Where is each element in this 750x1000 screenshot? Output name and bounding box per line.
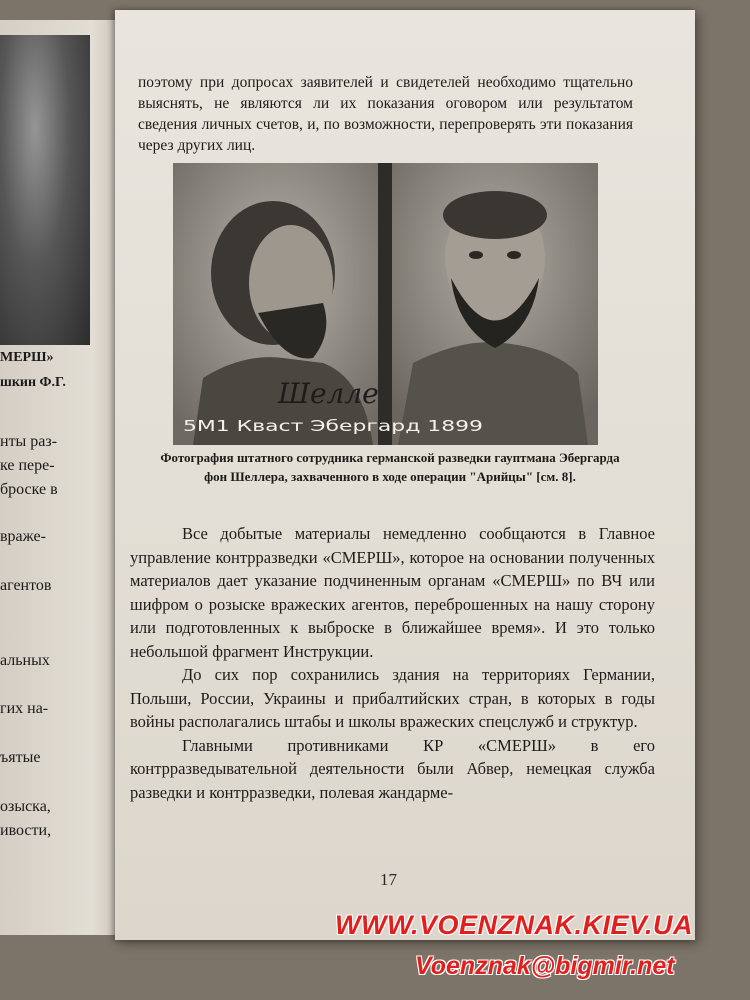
left-text-fragment: нты раз- <box>0 433 58 450</box>
left-text-fragment: альных <box>0 652 50 669</box>
left-text-fragment: озыска, <box>0 798 51 815</box>
top-paragraph: поэтому при допросах заявителей и свидетелей необходимо тщательно выяснять, не являются ли их показания оговором или результатом сведения личных счетов, и, по возможности, перепроверять эти показания через других лиц. <box>138 74 633 154</box>
left-text-fragment: ивости, <box>0 822 52 839</box>
body-paragraph: До сих пор сохранились здания на территориях Германии, Польши, России, Украины и прибалтийских стран, в которых в годы войны располагались штабы и школы вражеских спецслужб и структур. <box>130 665 655 731</box>
left-text-fragment: броске в <box>0 481 58 498</box>
photo-caption: Фотография штатного сотрудника германской разведки гауптмана Эбергарда фон Шеллера, захваченного в ходе операции "Арийцы" [см. 8]. <box>160 450 620 484</box>
book-page <box>115 10 695 940</box>
left-caption-line: МЕРШ» <box>0 350 54 365</box>
watermark-site: WWW.VOENZNAK.KIEV.UA <box>335 910 693 940</box>
left-text-fragment: ке пере- <box>0 457 55 474</box>
photo-plate-text: 5М1 Кваст Эбергард 1899 <box>183 417 483 435</box>
left-caption-line: шкин Ф.Г. <box>0 375 66 390</box>
left-text-fragment: ъятые <box>0 749 41 766</box>
mugshot-photo <box>173 163 598 445</box>
page-number: 17 <box>380 870 397 889</box>
left-text-fragment: гих на- <box>0 700 49 717</box>
left-portrait-photo <box>0 35 90 345</box>
body-paragraph: Главными противниками КР «СМЕРШ» в его контрразведывательной деятельности были Абвер, немецкая служба разведки и контрразведки, полевая жандарме- <box>130 735 655 802</box>
left-text-fragment: враже- <box>0 528 46 545</box>
body-text <box>130 522 655 804</box>
body-paragraph: Все добытые материалы немедленно сообщаются в Главное управление контрразведки «СМЕРШ», которое на основании полученных материалов дает указание подчиненным органам «СМЕРШ» по ВЧ или шифром о розыске вражеских агентов, переброшенных на нашу сторону или подготовленных к выброске в ближайшее время». И это только небольшой фрагмент Инструкции. <box>130 524 655 661</box>
left-text-fragment: агентов <box>0 577 52 594</box>
watermark-email: Voenznak@bigmir.net <box>415 952 675 980</box>
left-page-fragment <box>0 20 115 935</box>
handwritten-name: Шелле <box>278 377 379 410</box>
